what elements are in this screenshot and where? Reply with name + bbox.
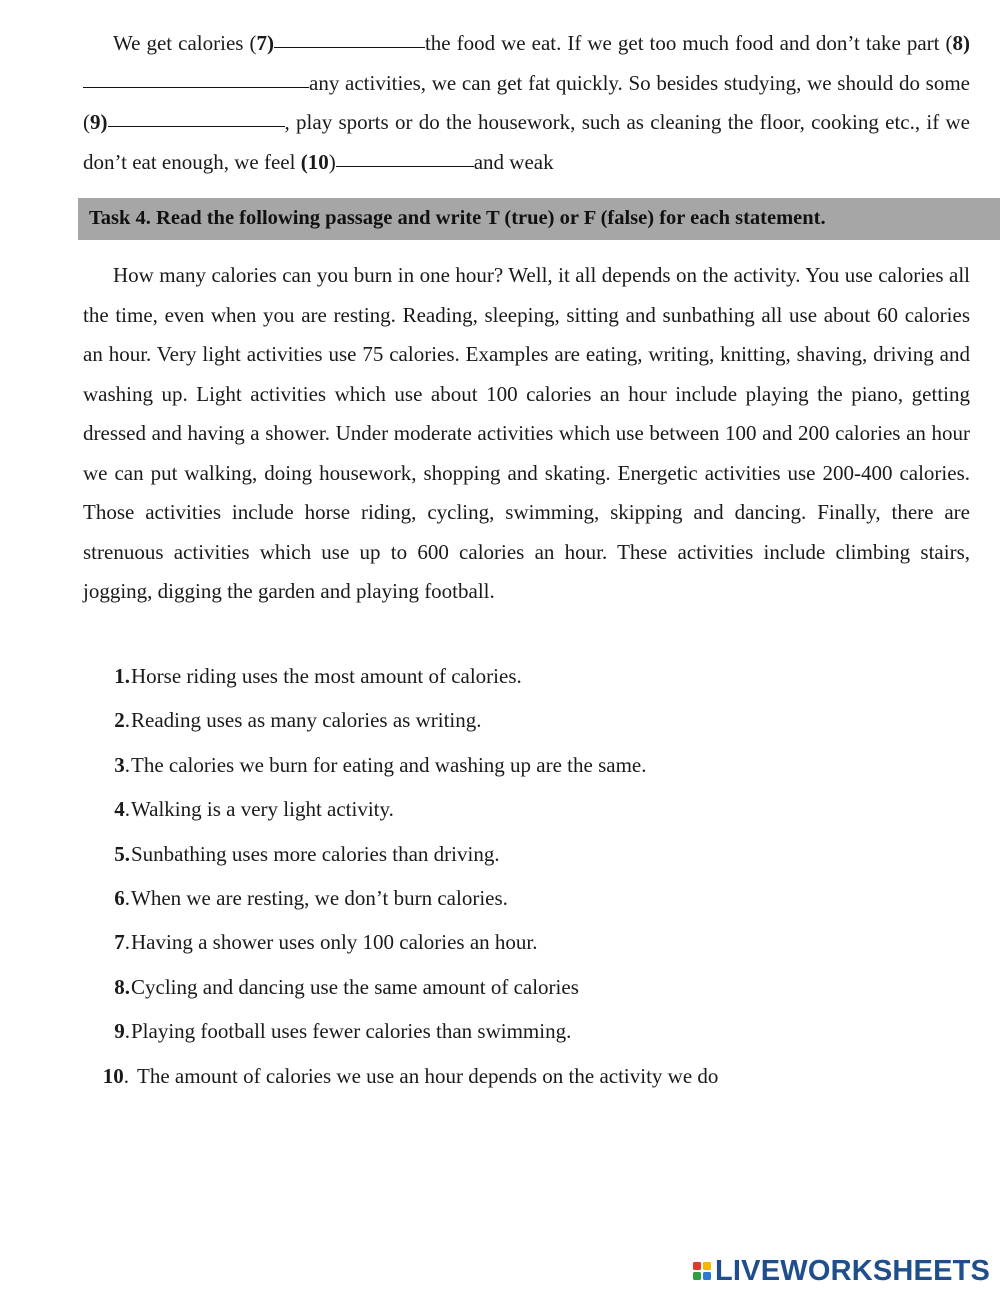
statement-number: 8 bbox=[114, 975, 125, 999]
statement-number: 1 bbox=[114, 664, 125, 688]
statement-text: Horse riding uses the most amount of calories. bbox=[131, 664, 522, 688]
blank-number-7: 7 bbox=[256, 31, 267, 55]
statement-number: 3 bbox=[114, 753, 125, 777]
blank-8[interactable] bbox=[83, 65, 309, 88]
gap-fill-paragraph: We get calories (7) the food we eat. If we get too much food and don’t take part (8)any activities, we can get fat quickly. So besides studying, we should do some (9) , play sports or do the housework, such as cleaning the floor, cooking etc., if we don’t eat enough, we feel (10) and weak bbox=[83, 24, 970, 182]
statement-number: 9 bbox=[114, 1019, 125, 1043]
statement-number: 2 bbox=[114, 708, 125, 732]
blank-number-9: 9 bbox=[90, 110, 101, 134]
blank-7[interactable] bbox=[274, 25, 425, 48]
paragraph-text: , play sports or do the housework, such as cleaning the floor, cooking etc., if we don’t eat enough, we feel bbox=[83, 110, 970, 174]
statement-text: Reading uses as many calories as writing. bbox=[131, 708, 482, 732]
paragraph-text: any activities, we can get fat quickly. So besides studying, we should do some ( bbox=[83, 70, 970, 134]
task-header-bar bbox=[78, 198, 1000, 240]
statement-text: Cycling and dancing use the same amount of calories bbox=[131, 975, 579, 999]
statement-text: Sunbathing uses more calories than driving. bbox=[131, 842, 500, 866]
statement-number: 6 bbox=[114, 886, 125, 910]
logo-text: LIVEWORKSHEETS bbox=[715, 1254, 991, 1287]
statement-number: 5 bbox=[114, 842, 125, 866]
blank-10-input[interactable] bbox=[336, 154, 474, 174]
statement-number: 10 bbox=[102, 1064, 124, 1088]
blank-10[interactable] bbox=[336, 144, 474, 167]
statement-text: Walking is a very light activity. bbox=[131, 797, 394, 821]
liveworksheets-logo bbox=[693, 1256, 990, 1286]
reading-passage bbox=[83, 256, 970, 612]
paragraph-text: the food we eat. If we get too much food and don’t take part ( bbox=[424, 31, 953, 55]
statement-text: The amount of calories we use an hour depends on the activity we do bbox=[137, 1064, 719, 1088]
blank-7-input[interactable] bbox=[274, 36, 425, 56]
statement-text: The calories we burn for eating and washing up are the same. bbox=[131, 753, 647, 777]
passage-text: How many calories can you burn in one hour? Well, it all depends on the activity. You use calories all the time, even when you are resting. Reading, sleeping, sitting and sunbathing all use about 60 calories an hour. Very light activities use 75 calories. Examples are eating, writing, knitting, shaving, driving and washing up. Light activities which use about 100 calories an hour include playing the piano, getting dressed and having a shower. Under moderate activities which use between 100 and 200 calories an hour we can put walking, doing housework, shopping and skating. Energetic activities use 200-400 calories. Those activities include horse riding, cycling, swimming, skipping and dancing. Finally, there are strenuous activities which use up to 600 calories an hour. These activities include climbing stairs, jogging, digging the garden and playing football. bbox=[83, 263, 970, 603]
statement-text: Playing football uses fewer calories than swimming. bbox=[131, 1019, 572, 1043]
blank-9[interactable] bbox=[108, 104, 285, 127]
blank-8-input[interactable] bbox=[83, 75, 309, 95]
paragraph-text: We get calories ( bbox=[113, 31, 257, 55]
statement-text: Having a shower uses only 100 calories an hour. bbox=[131, 930, 538, 954]
blank-number-8: 8 bbox=[952, 31, 964, 55]
paragraph-text: and weak bbox=[473, 149, 554, 174]
statement-text: When we are resting, we don’t burn calories. bbox=[131, 886, 508, 910]
statement-number: 4 bbox=[114, 797, 125, 821]
blank-9-input[interactable] bbox=[108, 115, 285, 135]
task-title: Task 4. Read the following passage and write T (true) or F (false) for each statement. bbox=[89, 207, 826, 229]
blank-number-10: (10 bbox=[300, 149, 329, 174]
liveworksheets-logo-icon bbox=[693, 1260, 713, 1282]
statement-number: 7 bbox=[114, 930, 125, 954]
